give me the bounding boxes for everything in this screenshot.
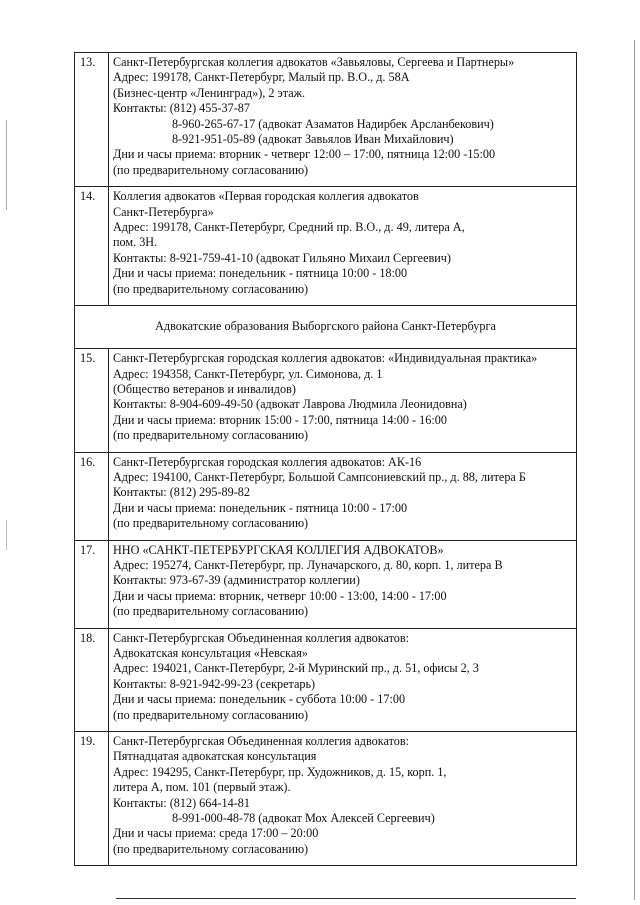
- table-row: [75, 452, 577, 540]
- entry-line: (по предварительному согласованию): [113, 516, 309, 531]
- entry-line: 8-991-000-48-78 (адвокат Мох Алексей Сергеевич): [172, 811, 435, 826]
- entry-line: Дни и часы приема: среда 17:00 – 20:00: [113, 826, 319, 841]
- entry-line: Адрес: 194021, Санкт-Петербург, 2-й Муринский пр., д. 51, офисы 2, 3: [113, 661, 479, 676]
- entry-line: Дни и часы приема: вторник 15:00 - 17:00, пятница 14:00 - 16:00: [113, 412, 447, 427]
- entry-line: Санкт-Петербургская Объединенная коллегия адвокатов:: [113, 734, 409, 749]
- entry-line: Пятнадцатая адвокатская консультация: [113, 749, 317, 764]
- entry-line: (Общество ветеранов и инвалидов): [113, 381, 296, 396]
- entry-line: Контакты: 8-921-759-41-10 (адвокат Гильяно Михаил Сергеевич): [113, 250, 451, 265]
- table-row: [75, 53, 577, 187]
- entry-line: Санкт-Петербургская городская коллегия адвокатов: АК-16: [113, 454, 422, 469]
- entry-line: Коллегия адвокатов «Первая городская коллегия адвокатов: [113, 189, 419, 204]
- entry-line: (по предварительному согласованию): [113, 162, 309, 177]
- entry-line: (по предварительному согласованию): [113, 428, 309, 443]
- entry-number: 17.: [75, 540, 109, 628]
- entry-details: [109, 732, 577, 866]
- entry-number: 14.: [75, 187, 109, 306]
- entry-line: литера А, пом. 101 (первый этаж).: [113, 780, 291, 795]
- entry-line: пом. 3Н.: [113, 235, 158, 250]
- entry-line: Дни и часы приема: вторник, четверг 10:00 - 13:00, 14:00 - 17:00: [113, 588, 447, 603]
- entry-line: 8-960-265-67-17 (адвокат Азаматов Надирбек Арсланбекович): [172, 116, 494, 131]
- entry-line: Адрес: 194295, Санкт-Петербург, пр. Художников, д. 15, корп. 1,: [113, 764, 447, 779]
- entry-line: (по предварительному согласованию): [113, 707, 309, 722]
- entry-line: Адрес: 195274, Санкт-Петербург, пр. Луначарского, д. 80, корп. 1, литера В: [113, 557, 503, 572]
- table-row: [75, 349, 577, 452]
- entry-line: (по предварительному согласованию): [113, 841, 309, 856]
- table-body: [75, 53, 577, 306]
- entry-line: Санкт-Петербургская коллегия адвокатов «Завьяловы, Сергеева и Партнеры»: [113, 55, 515, 69]
- entry-details: [109, 452, 577, 540]
- entry-line: ННО «САНКТ-ПЕТЕРБУРГСКАЯ КОЛЛЕГИЯ АДВОКАТОВ»: [113, 542, 444, 557]
- scan-edge-mark: [6, 120, 7, 210]
- entry-line: 8-921-951-05-89 (адвокат Завьялов Иван Михайлович): [172, 132, 454, 147]
- table-row: [75, 187, 577, 306]
- scan-edge-mark: [634, 40, 635, 900]
- entry-line: Дни и часы приема: понедельник - суббота 10:00 - 17:00: [113, 692, 406, 707]
- entry-line: Контакты: 973-67-39 (администратор коллегии): [113, 573, 360, 588]
- section-row-group: [75, 306, 577, 349]
- entry-line: Дни и часы приема: вторник - четверг 12:00 – 17:00, пятница 12:00 -15:00: [113, 147, 496, 162]
- entry-line: Адрес: 199178, Санкт-Петербург, Малый пр. В.О., д. 58А: [113, 70, 410, 85]
- entry-number: 16.: [75, 452, 109, 540]
- page-bottom-line: [116, 898, 576, 899]
- entry-line: Адрес: 199178, Санкт-Петербург, Средний пр. В.О., д. 49, литера А,: [113, 220, 465, 235]
- section-heading: Адвокатские образования Выборгского района Санкт-Петербурга: [75, 306, 577, 349]
- entry-line: Контакты: (812) 295-89-82: [113, 485, 250, 500]
- table-row: [75, 540, 577, 628]
- section-row: [75, 306, 577, 349]
- entry-line: Санкт-Петербургская Объединенная коллегия адвокатов:: [113, 630, 409, 645]
- entry-line: Контакты: (812) 664-14-81: [113, 795, 250, 810]
- table-row: [75, 732, 577, 866]
- table-body: [75, 349, 577, 866]
- entry-line: Контакты: 8-904-609-49-50 (адвокат Лаврова Людмила Леонидовна): [113, 397, 467, 412]
- entry-line: Контакты: (812) 455-37-87: [113, 101, 250, 116]
- entry-line: Адрес: 194100, Санкт-Петербург, Большой Сампсониевский пр., д. 88, литера Б: [113, 469, 526, 484]
- entry-details: [109, 349, 577, 452]
- entry-details: [109, 628, 577, 731]
- entry-details: [109, 540, 577, 628]
- entry-details: [109, 187, 577, 306]
- entry-line: Санкт-Петербурга»: [113, 204, 214, 219]
- entry-number: 13.: [75, 53, 109, 187]
- entry-details: [109, 53, 577, 187]
- scan-edge-mark: [6, 520, 7, 550]
- table-row: [75, 628, 577, 731]
- entry-line: Дни и часы приема: понедельник - пятница 10:00 - 17:00: [113, 500, 408, 515]
- entry-number: 19.: [75, 732, 109, 866]
- entry-line: (Бизнес-центр «Ленинград»), 2 этаж.: [113, 85, 306, 100]
- entry-number: 15.: [75, 349, 109, 452]
- lawyers-table: [74, 52, 577, 866]
- entry-line: Адрес: 194358, Санкт-Петербург, ул. Симонова, д. 1: [113, 366, 383, 381]
- entry-number: 18.: [75, 628, 109, 731]
- entry-line: Дни и часы приема: понедельник - пятница 10:00 - 18:00: [113, 266, 408, 281]
- entry-line: (по предварительному согласованию): [113, 281, 309, 296]
- entry-line: Адвокатская консультация «Невская»: [113, 646, 309, 660]
- entry-line: (по предварительному согласованию): [113, 604, 309, 619]
- entry-line: Контакты: 8-921-942-99-23 (секретарь): [113, 676, 316, 691]
- entry-line: Санкт-Петербургская городская коллегия адвокатов: «Индивидуальная практика»: [113, 351, 538, 366]
